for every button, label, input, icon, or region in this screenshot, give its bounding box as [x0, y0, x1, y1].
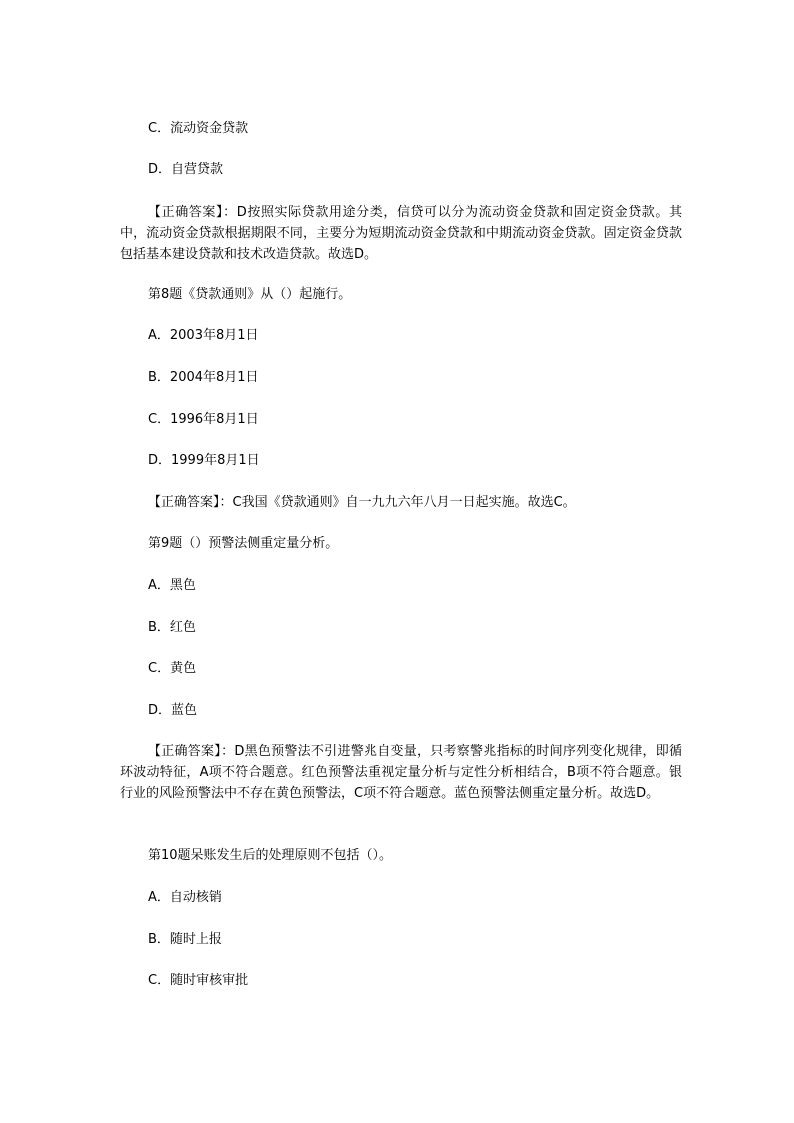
q7-answer-label: 【正确答案】 [148, 205, 224, 220]
q9-option-d: D．蓝色 [148, 703, 198, 718]
q7-answer-text: ：D按照实际贷款用途分类，信贷可以分为流动资金贷款和固定资金贷款。其中，流动资金贷款根据期限不同，主要分为短期流动资金贷款和中期流动资金贷款。固定资金贷款包括基本建设贷款和技术改造贷款。故选D。 [120, 205, 682, 262]
q8-question: 第8题《贷款通则》从（）起施行。 [148, 287, 352, 302]
q9-answer [120, 741, 682, 804]
q9-answer-label: 【正确答案】 [148, 744, 222, 759]
q9-answer-text: ：D黑色预警法不引进警兆自变量，只考察警兆指标的时间序列变化规律，即循环波动特征，A项不符合题意。红色预警法重视定量分析与定性分析相结合，B项不符合题意。银行业的风险预警法中不存在黄色预警法，C项不符合题意。蓝色预警法侧重定量分析。故选D。 [120, 744, 682, 801]
q9-question: 第9题（）预警法侧重定量分析。 [148, 536, 339, 551]
q7-answer [120, 202, 682, 265]
q7-option-d: D．自营贷款 [148, 162, 224, 177]
q8-option-b: B．2004年8月1日 [148, 370, 259, 385]
q9-option-a: A．黑色 [148, 578, 196, 593]
q8-answer [120, 492, 682, 513]
q8-answer-text: ：C我国《贷款通则》自一九九六年八月一日起实施。故选C。 [219, 495, 576, 510]
q8-option-c: C．1996年8月1日 [148, 412, 259, 427]
q8-answer-label: 【正确答案】 [148, 495, 220, 510]
q9-option-c: C．黄色 [148, 661, 197, 676]
q10-question: 第10题呆账发生后的处理原则不包括（）。 [148, 848, 393, 863]
q8-option-d: D．1999年8月1日 [148, 453, 260, 468]
q10-option-b: B．随时上报 [148, 932, 222, 947]
q8-option-a: A．2003年8月1日 [148, 328, 259, 343]
q7-option-c: C．流动资金贷款 [148, 121, 249, 136]
q10-option-c: C．随时审核审批 [148, 973, 249, 988]
q10-option-a: A．自动核销 [148, 890, 222, 905]
q9-option-b: B．红色 [148, 620, 196, 635]
